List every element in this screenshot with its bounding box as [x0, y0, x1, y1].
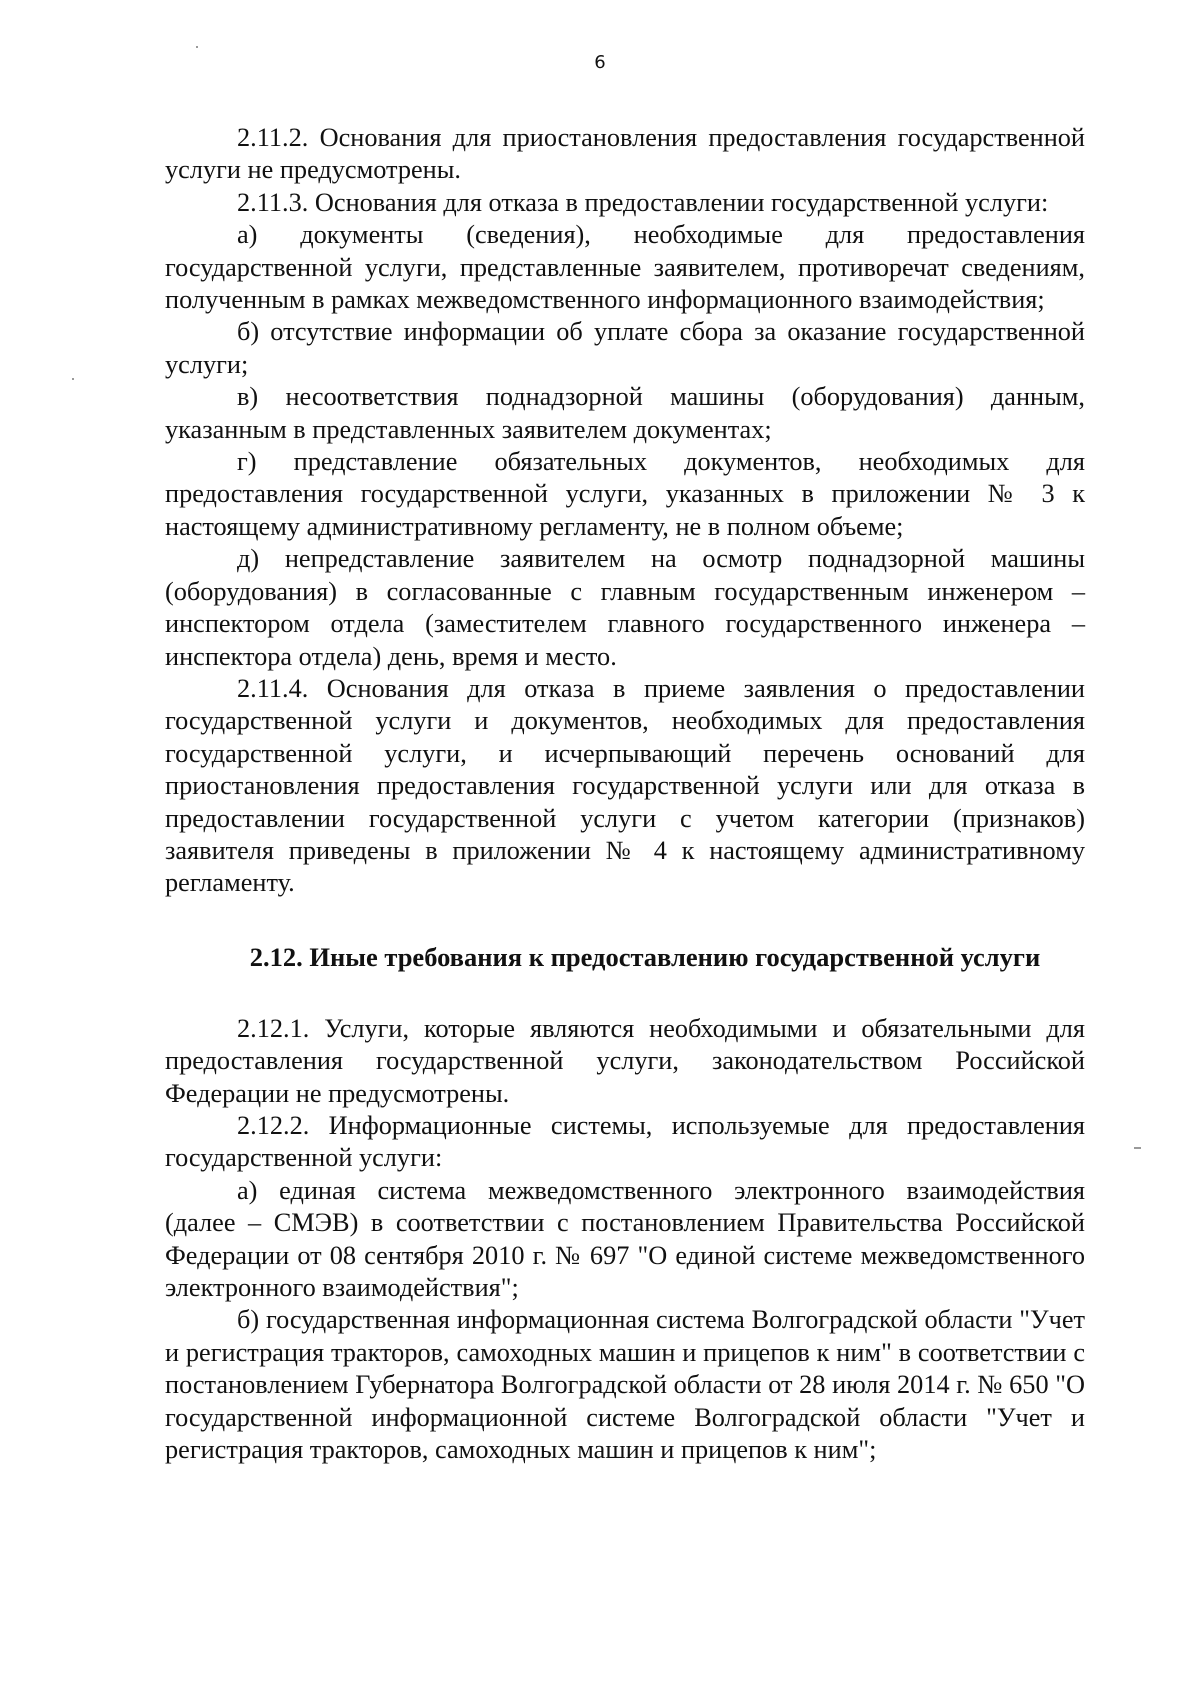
paragraph-2-11-3-a: а) документы (сведения), необходимые для предоставления государственной услуги, представленные заявителем, противоречат сведениям, полученным в рамках межведомственного информационного взаимодействия; — [165, 220, 1085, 315]
paragraph-2-12-1: 2.12.1. Услуги, которые являются необходимыми и обязательными для предоставления государственной услуги, законодательством Российской Федерации не предусмотрены. — [165, 1013, 1085, 1108]
paragraph-2-11-3-b: б) отсутствие информации об уплате сбора за оказание государственной услуги; — [165, 317, 1085, 379]
paragraph-2-11-3-d: д) непредставление заявителем на осмотр поднадзорной машины (оборудования) в согласованные с главным государственным инженером – инспектором отдела (заместителем главного государственного инженера – инспектора отдела) день, время и место. — [165, 544, 1085, 671]
paragraph-2-12-2-b: б) государственная информационная система Волгоградской области "Учет и регистрация тракторов, самоходных машин и прицепов к ним" в соответствии с постановлением Губернатора Волгоградской области от 28 июля 2014 г. № 650 "О государственной информационной системе Волгоградской области "Учет и регистрация тракторов, самоходных машин и прицепов к ним"; — [165, 1305, 1085, 1465]
paragraph-2-11-3-g: г) представление обязательных документов, необходимых для предоставления государственной услуги, указанных в приложении № 3 к настоящему административному регламенту, не в полном объеме; — [165, 447, 1085, 541]
paragraph-2-12-2-a: а) единая система межведомственного электронного взаимодействия (далее – СМЭВ) в соответствии с постановлением Правительства Российской Федерации от 08 сентября 2010 г. № 697 "О единой системе межведомственного электронного взаимодействия"; — [165, 1175, 1085, 1302]
document-body — [165, 122, 1085, 1466]
paragraph-2-11-4: 2.11.4. Основания для отказа в приеме заявления о предоставлении государственной услуги и документов, необходимых для предоставления государственной услуги, и исчерпывающий перечень оснований для приостановления предоставления государственной услуги или для отказа в предоставлении государственной услуги с учетом категории (признаков) заявителя приведены в приложении № 4 к настоящему административному регламенту. — [165, 673, 1085, 898]
paragraph-2-11-3: 2.11.3. Основания для отказа в предоставлении государственной услуги: — [237, 187, 1049, 217]
page-number: 6 — [594, 52, 606, 73]
scan-mark-left — [72, 378, 74, 380]
paragraph-2-12-2: 2.12.2. Информационные системы, используемые для предоставления государственной услуги: — [165, 1110, 1085, 1173]
scan-mark-top-left — [196, 46, 198, 48]
scan-mark-right — [1134, 1147, 1141, 1149]
section-heading-2-12: 2.12. Иные требования к предоставлению государственной услуги — [249, 941, 1041, 972]
paragraph-2-11-3-v: в) несоответствия поднадзорной машины (оборудования) данным, указанным в представленных заявителем документах; — [165, 382, 1085, 444]
paragraph-2-11-2: 2.11.2. Основания для приостановления предоставления государственной услуги не предусмотрены. — [165, 123, 1085, 185]
